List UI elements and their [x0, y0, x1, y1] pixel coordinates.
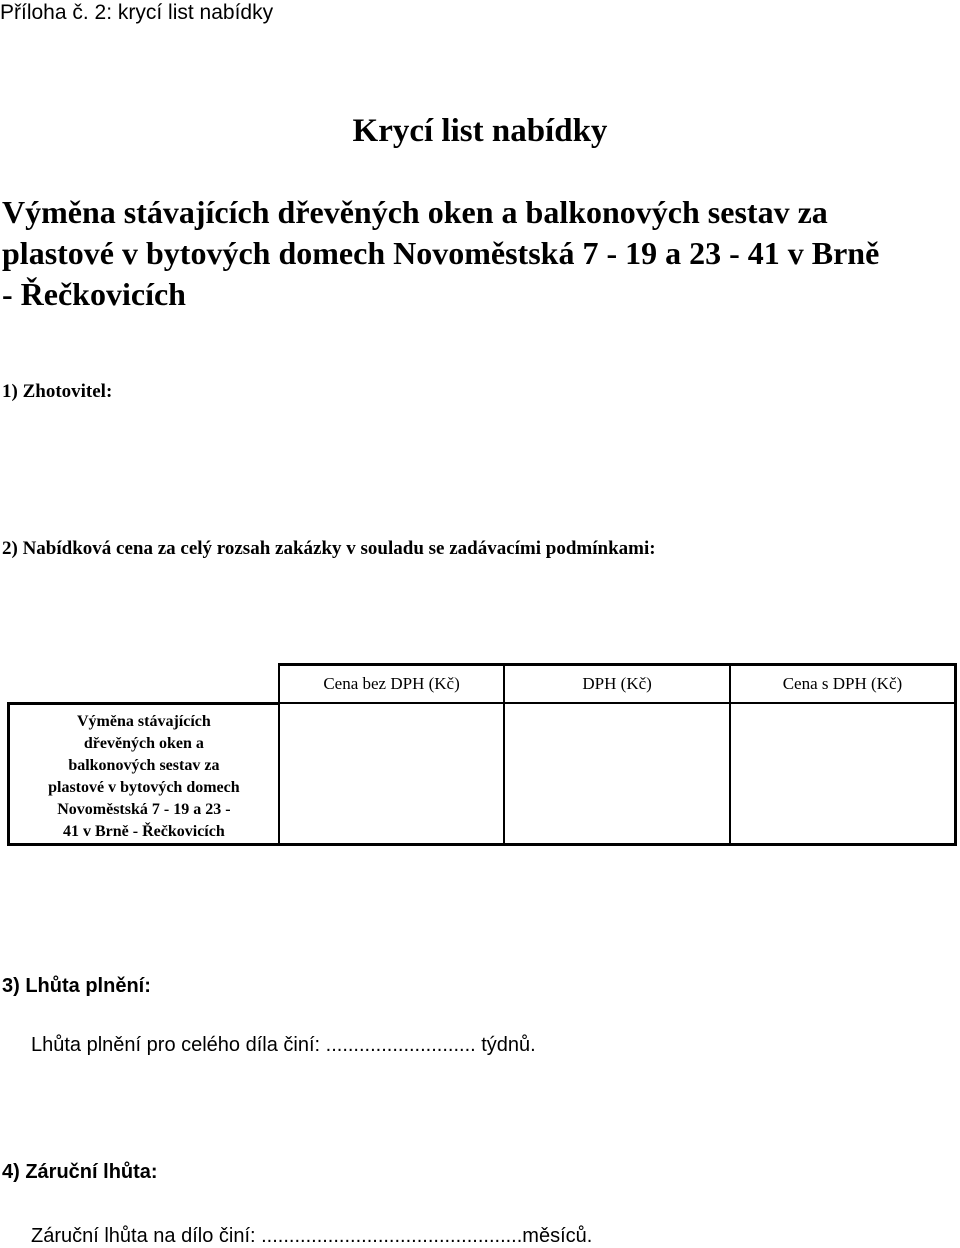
price-table: [7, 663, 957, 846]
row-label-line: plastové v bytových domech: [48, 778, 240, 796]
price-without-vat-cell[interactable]: [279, 703, 505, 844]
section-contractor-label: 1) Zhotovitel:: [2, 381, 113, 402]
attachment-label: Příloha č. 2: krycí list nabídky: [0, 1, 274, 24]
table-corner-empty: [9, 665, 279, 704]
row-label-line: dřevěných oken a: [83, 734, 204, 752]
row-label-line: 41 v Brně - Řečkovicích: [63, 822, 225, 840]
deadline-line: Lhůta plnění pro celého díla činí: ........................... týdnů.: [31, 1034, 536, 1056]
section-warranty-heading: 4) Záruční lhůta:: [2, 1161, 158, 1183]
header-vat: DPH (Kč): [504, 665, 730, 704]
vat-cell[interactable]: [504, 703, 730, 844]
subject-line: - Řečkovicích: [2, 276, 186, 312]
subject-line: plastové v bytových domech Novoměstská 7 - 19 a 23 - 41 v Brně: [2, 235, 880, 271]
row-label: [10, 705, 278, 843]
row-label-line: Výměna stávajících: [77, 712, 211, 730]
table-header-row: [9, 665, 956, 704]
warranty-line: Záruční lhůta na dílo činí: ...............................................měsíců.: [31, 1225, 593, 1247]
table-row: [9, 703, 956, 844]
header-price-without-vat: Cena bez DPH (Kč): [279, 665, 505, 704]
row-label-line: Novoměstská 7 - 19 a 23 -: [57, 800, 231, 818]
price-with-vat-cell[interactable]: [730, 703, 956, 844]
document-title: Krycí list nabídky: [352, 113, 608, 149]
contract-subject: [2, 192, 879, 315]
row-label-line: balkonových sestav za: [68, 756, 220, 774]
header-price-with-vat: Cena s DPH (Kč): [730, 665, 956, 704]
subject-line: Výměna stávajících dřevěných oken a balkonových sestav za: [2, 194, 828, 230]
section-offer-price-label: 2) Nabídková cena za celý rozsah zakázky v souladu se zadávacími podmínkami:: [2, 538, 656, 559]
row-label-cell: [9, 703, 279, 844]
section-deadline-heading: 3) Lhůta plnění:: [2, 975, 151, 997]
